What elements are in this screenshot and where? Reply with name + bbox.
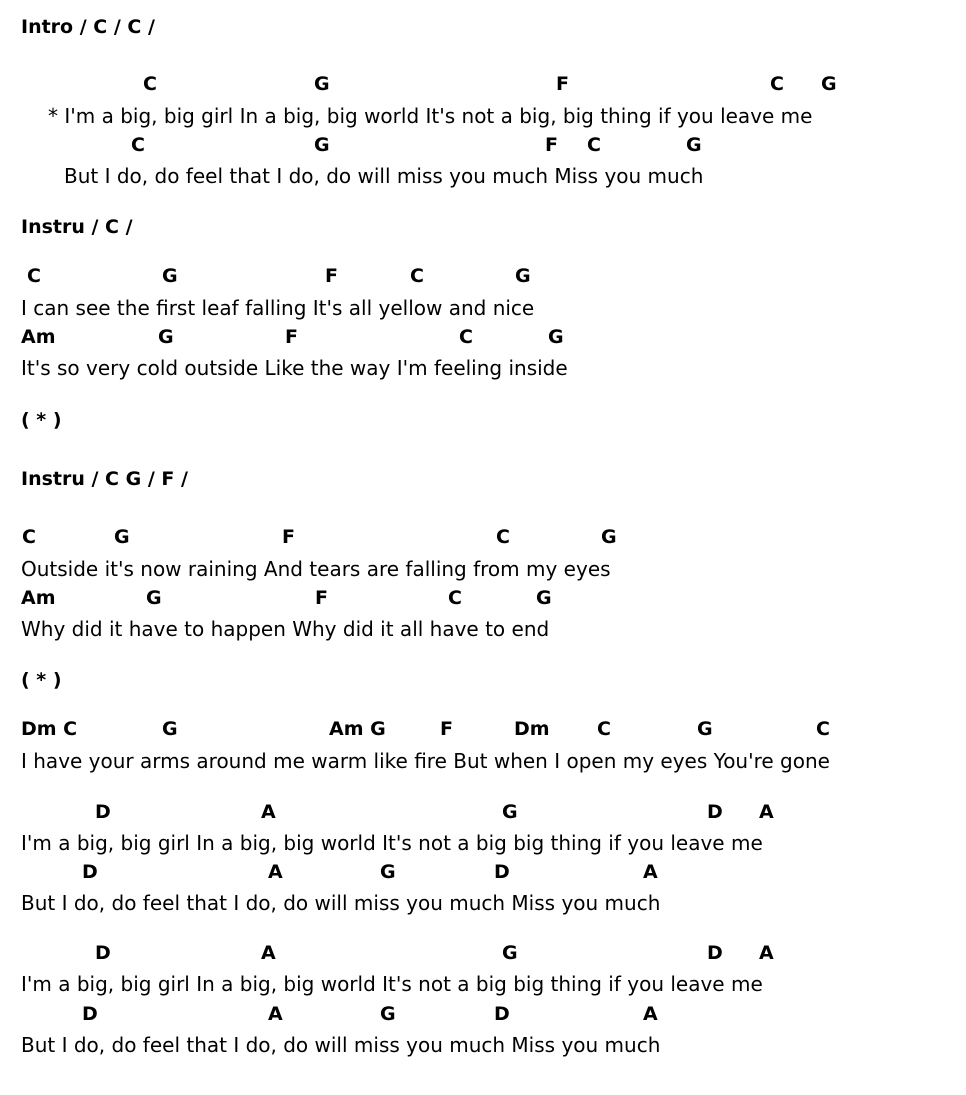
chord: A: [759, 801, 774, 823]
chord: F: [282, 526, 295, 548]
chord: F: [315, 587, 328, 609]
chord: A: [643, 861, 658, 883]
chord: Am G: [329, 718, 386, 740]
chord: G: [536, 587, 552, 609]
chord: D: [95, 801, 111, 823]
lyric-line-final2-2: But I do, do feel that I do, do will miss you much Miss you much: [21, 1033, 661, 1057]
section-heading-instru-1: Instru / C /: [21, 216, 133, 238]
lyric-line-bridge: I have your arms around me warm like fire But when I open my eyes You're gone: [21, 749, 830, 773]
chord: A: [759, 942, 774, 964]
chord: F: [556, 73, 569, 95]
chord: G: [502, 942, 518, 964]
chorus-reference-2: ( * ): [21, 669, 62, 691]
chord: D: [494, 1003, 510, 1025]
chord: F: [325, 265, 338, 287]
chord: A: [268, 1003, 283, 1025]
chord: G: [314, 134, 330, 156]
lyric-line-verse1-2: It's so very cold outside Like the way I'm feeling inside: [21, 356, 568, 380]
chord: A: [261, 942, 276, 964]
chord: G: [548, 326, 564, 348]
chord: G: [821, 73, 837, 95]
chord: C: [459, 326, 473, 348]
chord: C: [410, 265, 424, 287]
lyric-line-chorus-2: But I do, do feel that I do, do will miss you much Miss you much: [64, 164, 704, 188]
chord: C: [448, 587, 462, 609]
chord: F: [285, 326, 298, 348]
chord: A: [268, 861, 283, 883]
chord: G: [601, 526, 617, 548]
chord: Dm C: [21, 718, 78, 740]
chord: D: [82, 861, 98, 883]
chord: G: [146, 587, 162, 609]
lyric-line-verse2-2: Why did it have to happen Why did it all have to end: [21, 617, 550, 641]
chord: D: [494, 861, 510, 883]
chord: A: [261, 801, 276, 823]
chord: G: [686, 134, 702, 156]
chord: G: [158, 326, 174, 348]
chorus-reference-1: ( * ): [21, 409, 62, 431]
chord: G: [380, 1003, 396, 1025]
chord: G: [380, 861, 396, 883]
chord: C: [143, 73, 157, 95]
chord: A: [643, 1003, 658, 1025]
chord: G: [314, 73, 330, 95]
chord: G: [502, 801, 518, 823]
chord: Am: [21, 587, 56, 609]
chord: C: [496, 526, 510, 548]
lyric-line-verse1-1: I can see the first leaf falling It's all yellow and nice: [21, 296, 535, 320]
chord: C: [131, 134, 145, 156]
chord: C: [587, 134, 601, 156]
chord: F: [440, 718, 453, 740]
section-heading-instru-2: Instru / C G / F /: [21, 468, 188, 490]
chord: Dm: [514, 718, 550, 740]
chord: D: [707, 801, 723, 823]
chord: D: [707, 942, 723, 964]
chord: C: [597, 718, 611, 740]
lyric-line-final1-1: I'm a big, big girl In a big, big world It's not a big big thing if you leave me: [21, 831, 763, 855]
chord: F: [545, 134, 558, 156]
lyric-line-chorus-1: * I'm a big, big girl In a big, big world It's not a big, big thing if you leave me: [48, 104, 813, 128]
chord: G: [114, 526, 130, 548]
chord: D: [95, 942, 111, 964]
chord: C: [816, 718, 830, 740]
chord: C: [770, 73, 784, 95]
chord: G: [162, 718, 178, 740]
chord: Am: [21, 326, 56, 348]
chord: G: [697, 718, 713, 740]
section-heading-intro: Intro / C / C /: [21, 16, 155, 38]
chord: G: [515, 265, 531, 287]
lyric-line-final1-2: But I do, do feel that I do, do will miss you much Miss you much: [21, 891, 661, 915]
chord: G: [162, 265, 178, 287]
lyric-line-verse2-1: Outside it's now raining And tears are falling from my eyes: [21, 557, 611, 581]
chord: D: [82, 1003, 98, 1025]
chord: C: [27, 265, 41, 287]
lyric-line-final2-1: I'm a big, big girl In a big, big world It's not a big big thing if you leave me: [21, 972, 763, 996]
chord: C: [22, 526, 36, 548]
